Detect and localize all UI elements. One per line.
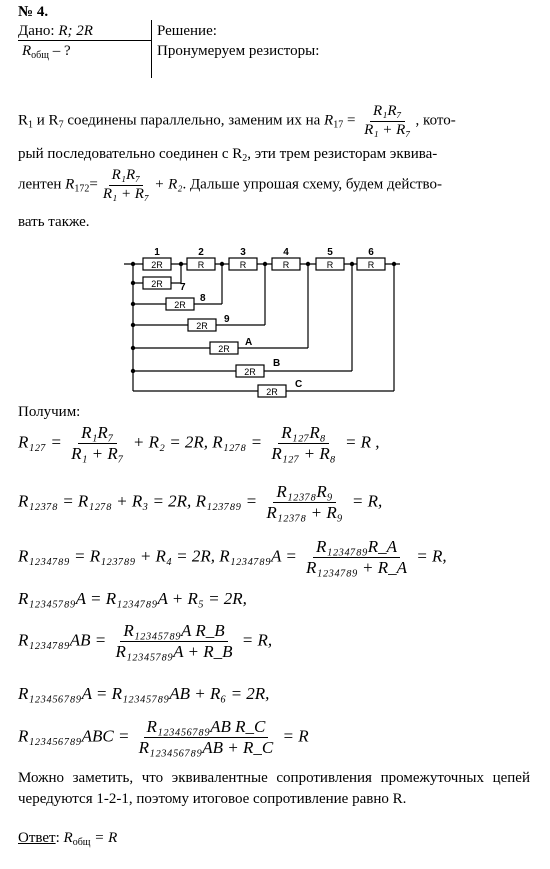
resistor-top-label: R: [367, 260, 375, 270]
equation-line: R₁₂₃₄₅₇₈₉A = R₁₂₃₄₇₈₉A + R₅ = 2R,: [18, 589, 247, 608]
fraction: $\frac{\text{R₁₂₇R₈}}{\text{R₁₂₇ + R₈}}$: [271, 423, 336, 463]
resistor-number: 2: [198, 247, 204, 258]
para-line-3: лентен $R_{172}=$ $\frac{\text{R₁R₇}}{\text{R₁ + R₇}}$ + R₂. Дальше упрошая схему, будем действо-: [18, 167, 443, 202]
fraction: $\frac{\text{R₁₂₃₇₈R₉}}{\text{R₁₂₃₇₈ + R₉}}$: [266, 482, 343, 522]
para-line-1: $R_1$ и $R_7$ соединены параллельно, заменим их на $R_{17}$ = $\frac{\text{R₁R₇}}{\text{R₁ + R₇}}$ , кото-: [18, 103, 456, 138]
answer-line: Ответ: $R_{общ} = R$: [18, 830, 118, 848]
resistor-top-label: R: [326, 260, 334, 270]
resistor-branch-label: 2R: [218, 344, 230, 354]
branch-tag: B: [273, 358, 281, 369]
equation-line: R₁₂₇ = $\frac{\text{R₁R₇}}{\text{R₁ + R₇}}$ + R₂ = 2R, R₁₂₇₈ = $\frac{\text{R₁₂₇R₈}}{\text{R₁₂₇ + R₈}}$ = R ,: [18, 423, 380, 463]
resistor-branch-label: 2R: [196, 321, 208, 331]
resistor-number: 1: [154, 247, 160, 258]
resistor-branch-label: 2R: [174, 300, 186, 310]
find-r: R: [22, 43, 32, 59]
equation-line: R₁₂₃₄₇₈₉AB = $\frac{\text{R₁₂₃₄₅₇₈₉A R\_B}}{\text{R₁₂₃₄₅₇₈₉A + R\_B}}$ = R,: [18, 621, 273, 661]
given-value: R; 2R: [58, 23, 93, 39]
resistor-top-label: R: [197, 260, 205, 270]
given-label: Дано:: [18, 23, 59, 39]
solution-step1: Пронумеруем резисторы:: [157, 43, 320, 59]
problem-number: № 4.: [18, 4, 49, 20]
fraction-r1r7: $\frac{\text{R₁R₇}}{\text{R₁ + R₇}}$: [364, 103, 411, 138]
equation-line: R₁₂₃₄₅₆₇₈₉ABC = $\frac{\text{R₁₂₃₄₅₆₇₈₉AB R\_C}}{\text{R₁₂₃₄₅₆₇₈₉AB + R\_C}}$ = R: [18, 717, 309, 757]
equation-line: R₁₂₃₄₅₆₇₈₉A = R₁₂₃₄₅₇₈₉AB + R₆ = 2R,: [18, 684, 270, 703]
branch-tag: A: [245, 337, 253, 348]
solution-label: Решение:: [157, 23, 217, 39]
resistor-top-label: R: [282, 260, 290, 270]
find-rest: – ?: [48, 43, 71, 59]
resistor-branch-label: 2R: [151, 279, 163, 289]
para-line-4: вать также.: [18, 214, 90, 230]
resistor-number: 6: [368, 247, 374, 258]
fraction-r1r7-b: $\frac{\text{R₁R₇}}{\text{R₁ + R₇}}$: [102, 167, 150, 202]
resistor-top-label: 2R: [151, 260, 163, 270]
branch-tag: 7: [180, 282, 186, 293]
branch-tag: 9: [224, 314, 230, 325]
fraction: $\frac{\text{R₁₂₃₄₅₇₈₉A R\_B}}{\text{R₁₂₃₄₅₇₈₉A + R\_B}}$: [115, 621, 233, 661]
resistor-number: 4: [283, 247, 289, 258]
resistor-branch-label: 2R: [266, 387, 278, 397]
equation-line: R₁₂₃₇₈ = R₁₂₇₈ + R₃ = 2R, R₁₂₃₇₈₉ = $\frac{\text{R₁₂₃₇₈R₉}}{\text{R₁₂₃₇₈ + R₉}}$ = R,: [18, 482, 383, 522]
fraction: $\frac{\text{R₁₂₃₄₇₈₉R\_A}}{\text{R₁₂₃₄₇₈₉ + R\_A}}$: [306, 537, 408, 577]
fraction: $\frac{\text{R₁R₇}}{\text{R₁ + R₇}}$: [71, 423, 124, 463]
find-sub: общ: [31, 50, 49, 61]
fraction: $\frac{\text{R₁₂₃₄₅₆₇₈₉AB R\_C}}{\text{R₁₂₃₄₅₆₇₈₉AB + R\_C}}$: [138, 717, 274, 757]
resistor-number: 5: [327, 247, 333, 258]
resistor-top-label: R: [239, 260, 247, 270]
resistor-number: 3: [240, 247, 246, 258]
equation-line: R₁₂₃₄₇₈₉ = R₁₂₃₇₈₉ + R₄ = 2R, R₁₂₃₄₇₈₉A = $\frac{\text{R₁₂₃₄₇₈₉R\_A}}{\text{R₁₂₃₄₇₈₉ + R\_A}}$ = R,: [18, 537, 447, 577]
para-line-2: рый последовательно соединен с $R_2$, эти трем резисторам эквива-: [18, 146, 438, 164]
answer-label: Ответ: [18, 830, 56, 846]
branch-tag: C: [295, 379, 303, 390]
conclusion-text: Можно заметить, что эквивалентные сопротивления промежуточных цепей чередуются 1-2-1, поэтому итоговое сопротивление равно R.: [18, 770, 530, 807]
branch-tag: 8: [200, 293, 206, 304]
result-label: Получим:: [18, 404, 81, 420]
resistor-branch-label: 2R: [244, 367, 256, 377]
